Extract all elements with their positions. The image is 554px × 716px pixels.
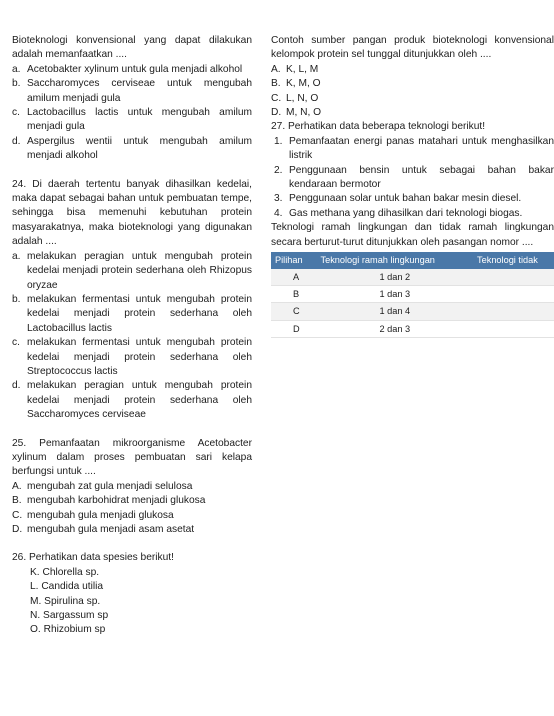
question-23-continuation: Bioteknologi konvensional yang dapat dilakukan adalah memanfaatkan .... xyxy=(12,35,252,61)
q25-option-b[interactable]: B. mengubah karbohidrat menjadi glukosa xyxy=(12,495,206,507)
q26-option-a[interactable]: A. K, L, M xyxy=(271,63,319,75)
q25-option-d[interactable]: D. mengubah gula menjadi asam asetat xyxy=(12,524,195,535)
table-header-row xyxy=(271,252,554,268)
table-row[interactable]: D 2 dan 3 xyxy=(271,320,554,337)
q23-option-a[interactable]: a. Acetobakter xylinum untuk gula menjadi alkohol xyxy=(12,63,243,75)
technology-item-2: 2. Penggunaan bensin untuk sebagai bahan bakar kendaraan bermotor xyxy=(274,164,554,191)
q24-option-d[interactable]: d. melakukan peragian untuk mengubah protein kedelai menjadi protein sederhana oleh Saccharomyces cerviseae xyxy=(12,380,252,421)
q23-option-b[interactable]: b. Saccharomyces cerviseae untuk mengubah amilum menjadi gula xyxy=(12,78,252,104)
list-item: M. Spirulina sp. xyxy=(30,595,101,607)
q26-option-c[interactable]: C. L, N, O xyxy=(271,92,319,104)
table-row[interactable]: B 1 dan 3 xyxy=(271,285,554,302)
left-column xyxy=(12,34,252,638)
technology-item-3: 3. Penggunaan solar untuk bahan bakar mesin diesel. xyxy=(274,193,522,205)
question-24: 24. Di daerah tertentu banyak dihasilkan kedelai, maka dapat sebagai bahan untuk pembuatan tempe, sehingga bisa memenuhi kebutuhan protein masyarakatnya, maka bioteknologi yang digunakan adalah .... xyxy=(12,178,252,248)
q26-option-d[interactable]: D. M, N, O xyxy=(271,107,322,119)
question-26: 26. Perhatikan data spesies berikut! xyxy=(12,552,174,564)
header-pilihan: Pilihan xyxy=(271,252,317,268)
header-tidak-ramah: Teknologi tidak xyxy=(473,252,554,268)
q23-option-c[interactable]: c. Lactobacillus lactis untuk mengubah amilum menjadi gula xyxy=(12,107,252,133)
question-27: 27. Perhatikan data beberapa teknologi berikut! xyxy=(271,121,486,133)
table-row[interactable]: C 1 dan 4 xyxy=(271,303,554,320)
q26-option-b[interactable]: B. K, M, O xyxy=(271,78,321,90)
table-row[interactable]: A 1 dan 2 xyxy=(271,269,554,286)
q25-option-c[interactable]: C. mengubah gula menjadi glukosa xyxy=(12,509,174,521)
question-26-continuation: Contoh sumber pangan produk bioteknologi konvensional kelompok protein sel tunggal ditunjukkan oleh .... xyxy=(271,35,554,61)
technology-item-4: 4. Gas methana yang dihasilkan dari teknologi biogas. xyxy=(274,207,523,219)
species-list xyxy=(12,566,252,638)
list-item: O. Rhizobium sp xyxy=(30,624,106,636)
list-item: L. Candida utilia xyxy=(30,581,104,593)
list-item: N. Sargassum sp xyxy=(30,610,109,622)
q24-option-c[interactable]: c. melakukan fermentasi untuk mengubah protein kedelai menjadi protein sederhana oleh Streptococcus lactis xyxy=(12,337,252,377)
technology-item-1: 1. Pemanfaatan energi panas matahari untuk menghasilkan listrik xyxy=(274,135,554,162)
header-ramah: Teknologi ramah lingkungan xyxy=(317,252,474,268)
right-column xyxy=(271,34,554,338)
q24-option-a[interactable]: a. melakukan peragian untuk mengubah protein kedelai menjadi protein sederhana oleh Rhizopus oryzae xyxy=(12,250,252,291)
question-27-stem: Teknologi ramah lingkungan dan tidak ramah lingkungan secara berturut-turut ditunjukkan oleh pasangan nomor .... xyxy=(271,222,554,248)
technology-table xyxy=(271,252,554,338)
q25-option-a[interactable]: A. mengubah zat gula menjadi selulosa xyxy=(12,480,193,492)
list-item: K. Chlorella sp. xyxy=(30,566,100,578)
q23-option-d[interactable]: d. Aspergilus wentii untuk mengubah amilum menjadi alkohol xyxy=(12,135,252,162)
question-25: 25. Pemanfaatan mikroorganisme Acetobacter xylinum dalam proses pembuatan sari kelapa berfungsi untuk .... xyxy=(12,437,252,478)
q24-option-b[interactable]: b. melakukan fermentasi untuk mengubah protein kedelai menjadi protein sederhana oleh Lactobacillus lactis xyxy=(12,293,252,334)
